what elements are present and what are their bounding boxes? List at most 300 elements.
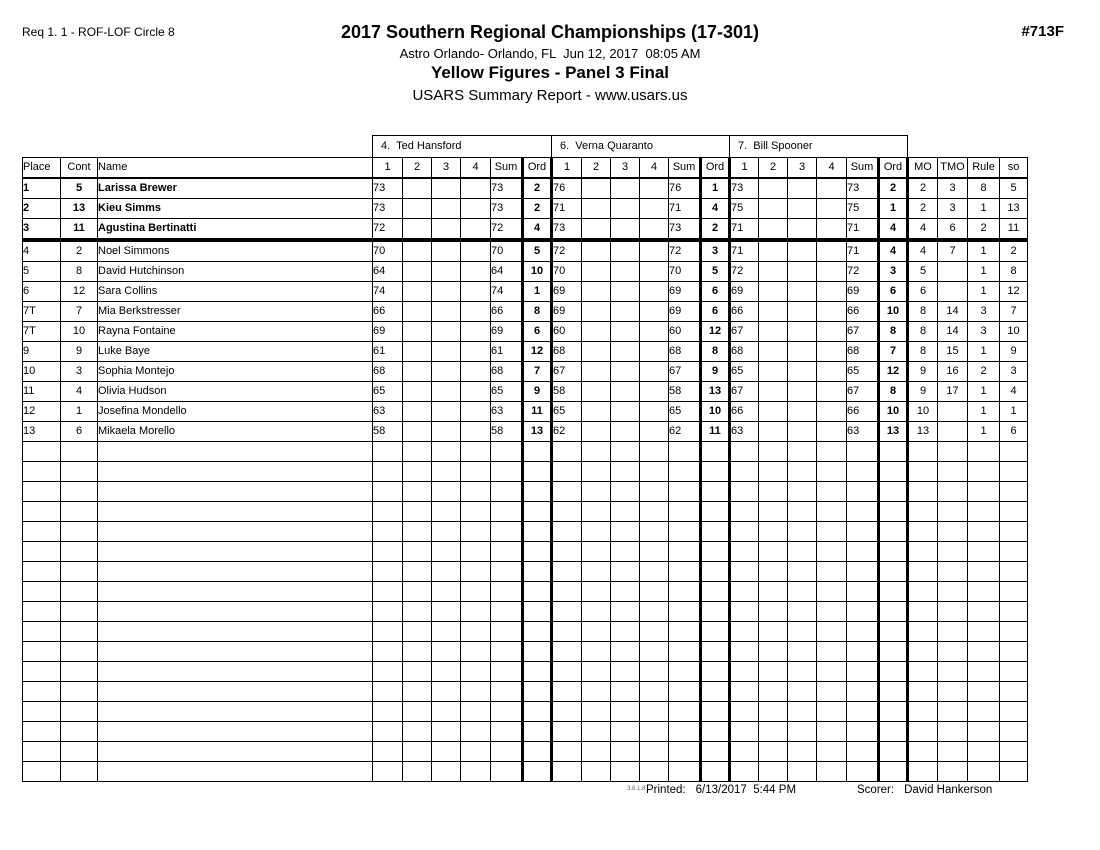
table-row [23,219,1028,241]
cell-tail [968,442,1000,462]
cell-ord [701,602,730,622]
cell-score [730,522,759,542]
cell-score [611,219,640,241]
cell-score [847,582,879,602]
cell-mo: 8 [908,322,938,342]
header-1: 1 [552,158,582,179]
cell-sum: 61 [491,342,523,362]
cell-score [759,762,788,782]
cell-score: 72 [552,240,582,262]
judge-row-spacer [908,136,1028,158]
cell-tail [908,482,938,502]
table-row [23,422,1028,442]
empty-row [23,742,1028,762]
cell-score [788,402,817,422]
cell-tail [938,462,968,482]
cell-score [582,282,611,302]
cell-tail [968,522,1000,542]
cell-score [640,562,669,582]
cell-cont [61,442,98,462]
cell-ord [701,622,730,642]
cell-place: 10 [23,362,61,382]
cell-score [432,542,461,562]
cell-tail [908,662,938,682]
cell-cont [61,582,98,602]
cell-score [403,402,432,422]
cell-score [669,742,701,762]
cell-score [403,262,432,282]
cell-ord [879,482,908,502]
cell-score: 67 [730,322,759,342]
cell-score [403,662,432,682]
cell-rule: 1 [968,240,1000,262]
cell-score [611,178,640,199]
cell-score [491,502,523,522]
cell-score [432,522,461,542]
cell-mo: 9 [908,382,938,402]
report-table [22,135,1028,782]
cell-cont: 5 [61,178,98,199]
cell-score [611,462,640,482]
cell-ord [879,582,908,602]
cell-mo: 2 [908,199,938,219]
cell-ord [701,582,730,602]
report-title: USARS Summary Report - www.usars.us [412,87,688,104]
cell-tail [1000,682,1028,702]
cell-cont [61,642,98,662]
cell-score [788,219,817,241]
cell-score [403,322,432,342]
software-version: 3.8.1.8 [627,786,646,792]
cell-score [817,302,847,322]
cell-score [461,742,491,762]
cell-score [730,742,759,762]
cell-score [432,402,461,422]
cell-score: 68 [730,342,759,362]
cell-so: 5 [1000,178,1028,199]
cell-place [23,682,61,702]
cell-score [432,178,461,199]
cell-score: 64 [373,262,403,282]
cell-so: 4 [1000,382,1028,402]
cell-score [759,199,788,219]
cell-score [491,602,523,622]
cell-ord [701,542,730,562]
cell-score [582,642,611,662]
cell-mo: 9 [908,362,938,382]
cell-tmo: 3 [938,199,968,219]
cell-score [669,682,701,702]
cell-ord: 7 [523,362,552,382]
cell-place [23,602,61,622]
cell-score [611,662,640,682]
cell-tail [938,502,968,522]
cell-score [552,742,582,762]
cell-score [847,702,879,722]
cell-score [611,602,640,622]
cell-ord [523,722,552,742]
cell-score [640,302,669,322]
cell-score [611,322,640,342]
cell-score [582,742,611,762]
cell-score [669,482,701,502]
cell-score [847,442,879,462]
cell-so: 3 [1000,362,1028,382]
cell-tail [1000,442,1028,462]
cell-score [759,422,788,442]
cell-name: Luke Baye [98,342,373,362]
cell-score [817,642,847,662]
cell-tail [938,442,968,462]
cell-score [461,562,491,582]
cell-score [461,522,491,542]
header-ord: Ord [879,158,908,179]
cell-cont [61,482,98,502]
cell-sum: 71 [669,199,701,219]
cell-score [432,262,461,282]
cell-score [461,240,491,262]
cell-ord [523,682,552,702]
cell-place [23,582,61,602]
cell-score [461,342,491,362]
location-date-line: Astro Orlando- Orlando, FL Jun 12, 2017 08:05 AM [399,46,701,61]
cell-score [461,382,491,402]
cell-ord: 9 [523,382,552,402]
cell-score [611,382,640,402]
cell-score [669,562,701,582]
cell-ord: 6 [701,282,730,302]
cell-tail [1000,622,1028,642]
cell-mo: 4 [908,240,938,262]
cell-so: 8 [1000,262,1028,282]
cell-score [432,442,461,462]
cell-score [611,682,640,702]
cell-score [403,582,432,602]
cell-score [817,682,847,702]
cell-ord [879,722,908,742]
cell-score [491,682,523,702]
cell-score [403,482,432,502]
cell-score [817,622,847,642]
cell-score [582,240,611,262]
cell-name [98,462,373,482]
cell-score [461,462,491,482]
cell-so: 2 [1000,240,1028,262]
cell-sum: 74 [491,282,523,302]
cell-score [491,662,523,682]
cell-score: 62 [552,422,582,442]
cell-score [403,342,432,362]
empty-row [23,442,1028,462]
cell-score [461,502,491,522]
cell-rule: 3 [968,322,1000,342]
cell-score [611,562,640,582]
header-3: 3 [788,158,817,179]
cell-tail [1000,482,1028,502]
cell-name: Mia Berkstresser [98,302,373,322]
scorer-line [857,784,992,796]
cell-score [611,762,640,782]
cell-so: 12 [1000,282,1028,302]
header-1: 1 [730,158,759,179]
cell-score [730,682,759,702]
cell-ord [879,602,908,622]
table-row [23,240,1028,262]
cell-score [669,502,701,522]
cell-tail [938,582,968,602]
cell-cont: 1 [61,402,98,422]
cell-score: 70 [552,262,582,282]
cell-tail [938,682,968,702]
cell-name [98,622,373,642]
cell-score [817,662,847,682]
cell-ord [523,562,552,582]
empty-row [23,762,1028,782]
cell-score: 73 [730,178,759,199]
cell-score [788,482,817,502]
cell-score [582,322,611,342]
cell-score [759,322,788,342]
cell-ord [701,682,730,702]
cell-tail [968,662,1000,682]
cell-sum: 71 [847,240,879,262]
cell-score [611,702,640,722]
header-sum: Sum [669,158,701,179]
cell-score: 60 [552,322,582,342]
header-2: 2 [582,158,611,179]
cell-place: 4 [23,240,61,262]
cell-sum: 60 [669,322,701,342]
cell-tail [1000,462,1028,482]
cell-name: Mikaela Morello [98,422,373,442]
cell-score [788,282,817,302]
cell-score [611,282,640,302]
table-row [23,342,1028,362]
cell-sum: 67 [847,382,879,402]
cell-tail [938,542,968,562]
cell-ord: 8 [523,302,552,322]
cell-score: 66 [730,402,759,422]
cell-place [23,442,61,462]
cell-so: 1 [1000,402,1028,422]
cell-tmo [938,402,968,422]
cell-score: 73 [373,199,403,219]
cell-name [98,542,373,562]
cell-so: 10 [1000,322,1028,342]
cell-ord: 6 [879,282,908,302]
cell-score [640,662,669,682]
cell-place: 12 [23,402,61,422]
cell-sum: 71 [847,219,879,241]
cell-score [432,502,461,522]
judge-row-spacer [23,136,373,158]
cell-cont [61,662,98,682]
cell-place: 5 [23,262,61,282]
cell-cont: 12 [61,282,98,302]
cell-ord [523,742,552,762]
table-row [23,282,1028,302]
cell-score [491,622,523,642]
cell-tail [908,582,938,602]
cell-sum: 62 [669,422,701,442]
cell-score [640,482,669,502]
cell-score [582,682,611,702]
cell-ord [523,502,552,522]
cell-score [432,342,461,362]
cell-ord [701,702,730,722]
cell-score [640,522,669,542]
cell-score [403,702,432,722]
cell-tail [938,622,968,642]
cell-place [23,502,61,522]
cell-score [403,462,432,482]
cell-score [669,622,701,642]
cell-score [788,502,817,522]
cell-ord [523,622,552,642]
header-2: 2 [403,158,432,179]
cell-score [373,662,403,682]
cell-ord [879,542,908,562]
cell-ord: 10 [879,402,908,422]
cell-ord: 5 [701,262,730,282]
cell-name: Kieu Simms [98,199,373,219]
cell-sum: 70 [669,262,701,282]
cell-score [730,622,759,642]
cell-score [552,542,582,562]
cell-score [817,702,847,722]
cell-rule: 1 [968,422,1000,442]
cell-name [98,502,373,522]
empty-row [23,582,1028,602]
cell-score [788,762,817,782]
cell-tail [1000,702,1028,722]
cell-score [461,642,491,662]
cell-score [611,442,640,462]
cell-ord [523,522,552,542]
cell-score [817,482,847,502]
cell-ord: 6 [523,322,552,342]
empty-row [23,462,1028,482]
cell-score: 71 [730,240,759,262]
cell-score [611,362,640,382]
cell-score [669,602,701,622]
cell-score [759,702,788,722]
cell-sum: 66 [847,402,879,422]
cell-score [788,722,817,742]
cell-score [730,702,759,722]
cell-score [403,722,432,742]
cell-score [640,602,669,622]
cell-score [640,282,669,302]
cell-rule: 1 [968,199,1000,219]
cell-tail [968,722,1000,742]
cell-score [403,602,432,622]
header-4: 4 [640,158,669,179]
cell-score [461,402,491,422]
cell-score [847,482,879,502]
cell-score [552,482,582,502]
cell-cont [61,462,98,482]
cell-score [491,762,523,782]
cell-score: 73 [552,219,582,241]
cell-score [640,502,669,522]
cell-score [788,322,817,342]
cell-score [847,562,879,582]
cell-score [373,682,403,702]
cell-score [788,382,817,402]
cell-score [552,682,582,702]
cell-tail [938,642,968,662]
cell-score [730,662,759,682]
cell-score: 65 [552,402,582,422]
cell-score [373,762,403,782]
cell-cont: 8 [61,262,98,282]
cell-score [432,742,461,762]
cell-score [611,642,640,662]
cell-score [461,262,491,282]
cell-tail [968,702,1000,722]
cell-score [640,240,669,262]
cell-score [817,422,847,442]
cell-score [640,422,669,442]
cell-tmo: 3 [938,178,968,199]
cell-tail [968,582,1000,602]
cell-tail [1000,542,1028,562]
cell-name: David Hutchinson [98,262,373,282]
cell-tail [1000,742,1028,762]
cell-score [640,762,669,782]
cell-score [817,542,847,562]
cell-score [373,462,403,482]
cell-tail [908,682,938,702]
cell-ord: 11 [701,422,730,442]
cell-score [611,262,640,282]
cell-score [432,622,461,642]
cell-score [759,240,788,262]
cell-score [611,402,640,422]
cell-score [432,722,461,742]
cell-score [582,442,611,462]
cell-name [98,582,373,602]
cell-tail [908,502,938,522]
cell-score [788,642,817,662]
cell-score [817,262,847,282]
cell-score [582,582,611,602]
cell-score [403,682,432,702]
cell-cont: 11 [61,219,98,241]
cell-score [817,362,847,382]
cell-score [669,642,701,662]
cell-score [461,762,491,782]
cell-score [552,582,582,602]
cell-tail [1000,722,1028,742]
cell-name [98,682,373,702]
cell-score [817,240,847,262]
cell-score [491,742,523,762]
cell-ord [523,762,552,782]
cell-tail [908,722,938,742]
cell-ord: 10 [523,262,552,282]
cell-ord: 12 [701,322,730,342]
cell-tail [1000,562,1028,582]
empty-row [23,722,1028,742]
cell-rule: 3 [968,302,1000,322]
empty-row [23,542,1028,562]
cell-score [403,502,432,522]
cell-score [582,762,611,782]
header-3: 3 [432,158,461,179]
cell-place [23,762,61,782]
